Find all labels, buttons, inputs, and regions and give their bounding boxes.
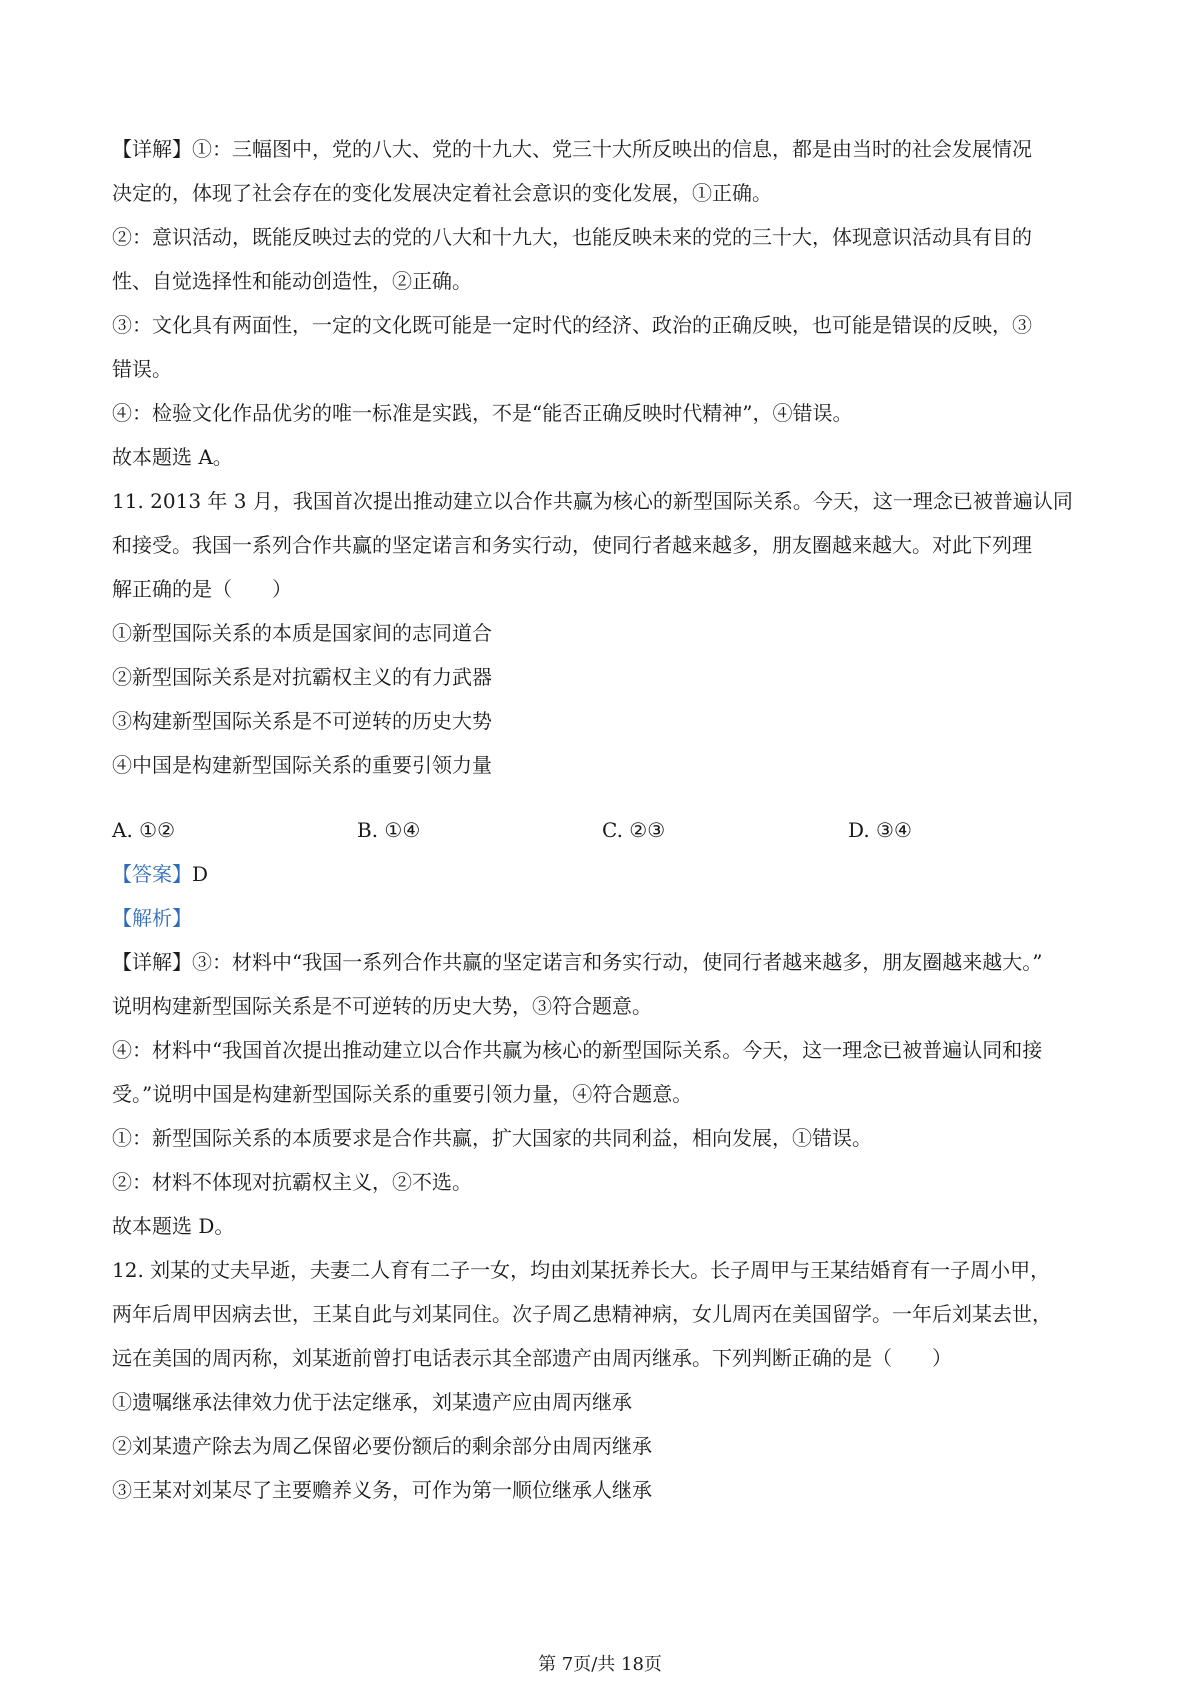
question-12-line: 远在美国的周丙称，刘某逝前曾打电话表示其全部遗产由周丙继承。下列判断正确的是（ ） — [112, 1346, 952, 1370]
paragraph-line: ③：文化具有两面性，一定的文化既可能是一定时代的经济、政治的正确反映，也可能是错误的反映，③ — [112, 313, 1032, 337]
paragraph-line: ①：新型国际关系的本质要求是合作共赢，扩大国家的共同利益，相向发展，①错误。 — [112, 1126, 872, 1150]
question-12-line: 两年后周甲因病去世，王某自此与刘某同住。次子周乙患精神病，女儿周丙在美国留学。一年后刘某去世， — [112, 1302, 1052, 1326]
statement-line: ②刘某遗产除去为周乙保留必要份额后的剩余部分由周丙继承 — [112, 1434, 652, 1458]
paragraph-line: 【详解】③：材料中“我国一系列合作共赢的坚定诺言和务实行动，使同行者越来越多，朋友圈越来越大。” — [112, 950, 1043, 974]
paragraph-line: 决定的，体现了社会存在的变化发展决定着社会意识的变化发展，①正确。 — [112, 181, 772, 205]
statement-line: ③构建新型国际关系是不可逆转的历史大势 — [112, 709, 492, 733]
question-11-line: 和接受。我国一系列合作共赢的坚定诺言和务实行动，使同行者越来越多，朋友圈越来越大。对此下列理 — [112, 533, 1032, 557]
option-d: D. ③④ — [848, 818, 912, 842]
option-b: B. ①④ — [357, 818, 421, 842]
option-c: C. ②③ — [602, 818, 666, 842]
option-a: A. ①② — [112, 818, 176, 842]
question-11-line: 解正确的是（ ） — [112, 577, 292, 601]
paragraph-line: ②：意识活动，既能反映过去的党的八大和十九大，也能反映未来的党的三十大，体现意识活动具有目的 — [112, 225, 1032, 249]
analysis-label: 【解析】 — [112, 906, 192, 930]
paragraph-line: ④：检验文化作品优劣的唯一标准是实践，不是“能否正确反映时代精神”，④错误。 — [112, 401, 853, 425]
paragraph-line: 受。”说明中国是构建新型国际关系的重要引领力量，④符合题意。 — [112, 1082, 693, 1106]
paragraph-line: 性、自觉选择性和能动创造性，②正确。 — [112, 269, 472, 293]
statement-line: ①新型国际关系的本质是国家间的志同道合 — [112, 621, 492, 645]
paragraph-line: 故本题选 A。 — [112, 445, 233, 469]
paragraph-line: 故本题选 D。 — [112, 1214, 235, 1238]
question-11-line: 11. 2013 年 3 月，我国首次提出推动建立以合作共赢为核心的新型国际关系。今天，这一理念已被普遍认同 — [112, 489, 1073, 513]
paragraph-line: ②：材料不体现对抗霸权主义，②不选。 — [112, 1170, 472, 1194]
answer-value: D — [192, 862, 209, 886]
answer-label: 【答案】 — [112, 862, 192, 886]
paragraph-line: ④：材料中“我国首次提出推动建立以合作共赢为核心的新型国际关系。今天，这一理念已被普遍认同和接 — [112, 1038, 1043, 1062]
statement-line: ③王某对刘某尽了主要赡养义务，可作为第一顺位继承人继承 — [112, 1478, 652, 1502]
answer-line — [112, 861, 208, 887]
statement-line: ④中国是构建新型国际关系的重要引领力量 — [112, 753, 492, 777]
paragraph-line: 错误。 — [112, 357, 172, 381]
statement-line: ②新型国际关系是对抗霸权主义的有力武器 — [112, 665, 492, 689]
statement-line: ①遗嘱继承法律效力优于法定继承，刘某遗产应由周丙继承 — [112, 1390, 632, 1414]
question-12-line: 12. 刘某的丈夫早逝，夫妻二人育有二子一女，均由刘某抚养长大。长子周甲与王某结婚育有一子周小甲， — [112, 1258, 1051, 1282]
page-footer: 第 7页/共 18页 — [538, 1654, 662, 1675]
paragraph-line: 【详解】①：三幅图中，党的八大、党的十九大、党三十大所反映出的信息，都是由当时的社会发展情况 — [112, 137, 1032, 161]
paragraph-line: 说明构建新型国际关系是不可逆转的历史大势，③符合题意。 — [112, 994, 652, 1018]
